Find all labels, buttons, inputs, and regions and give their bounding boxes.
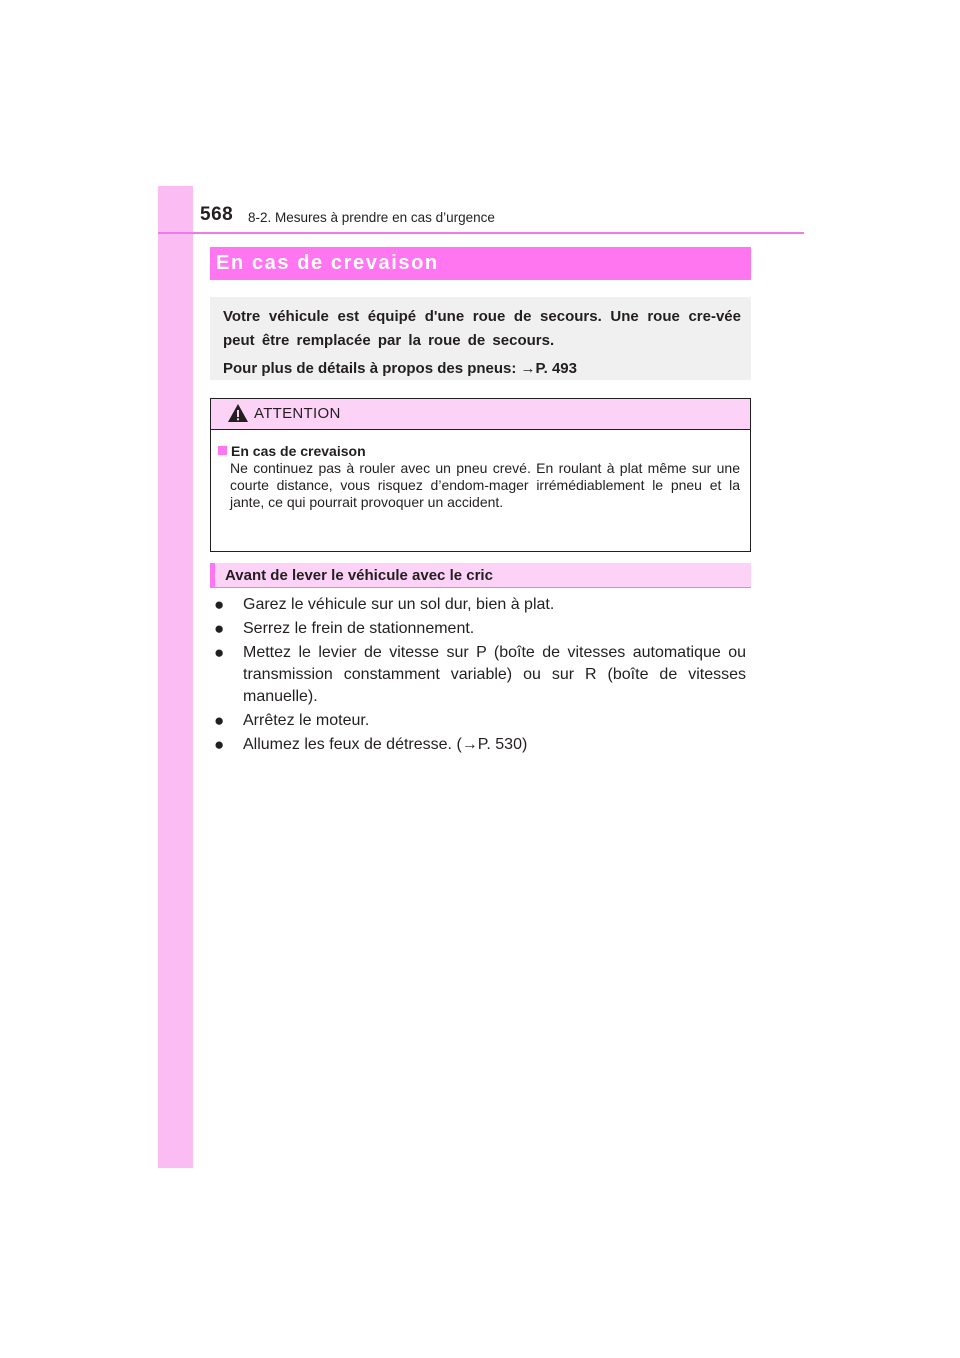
intro-paragraph: Votre véhicule est équipé d'une roue de secours. Une roue cre-vée peut être remplacée par la roue de secours.	[223, 308, 741, 349]
bullet-dot-icon: ●	[214, 711, 225, 730]
list-item	[214, 710, 746, 732]
list-item	[214, 642, 746, 708]
section-reference: 8-2. Mesures à prendre en cas d’urgence	[248, 210, 495, 225]
list-item-text: Allumez les feux de détresse. (→P. 530)	[243, 736, 528, 753]
bullet-list	[214, 594, 746, 758]
warning-subhead	[218, 442, 740, 460]
list-item	[214, 594, 746, 616]
bullet-dot-icon: ●	[214, 619, 225, 638]
subsection-title: Avant de lever le véhicule avec le cric	[225, 567, 493, 584]
subsection-bar	[210, 563, 751, 588]
warning-body	[211, 430, 750, 511]
warning-header	[211, 399, 750, 430]
warning-text: Ne continuez pas à rouler avec un pneu crevé. En roulant à plat même sur une courte distance, vous risquez d’endom-mager irrémédiablement le pneu et la jante, ce qui pourrait provoquer un accident.	[230, 460, 740, 510]
intro-box	[210, 297, 751, 380]
intro-reference: Pour plus de détails à propos des pneus: →P. 493	[223, 360, 577, 377]
list-item-text: Arrêtez le moteur.	[243, 712, 370, 729]
list-item	[214, 618, 746, 640]
bullet-dot-icon: ●	[214, 595, 225, 614]
side-thumb-tab	[158, 186, 193, 1168]
warning-label: ATTENTION	[254, 405, 341, 422]
title-bar	[210, 247, 751, 280]
warning-subhead-text: En cas de crevaison	[231, 443, 366, 459]
bullet-dot-icon: ●	[214, 643, 225, 662]
list-item	[214, 734, 746, 756]
header-rule	[158, 232, 804, 234]
warning-box	[210, 398, 751, 552]
list-item-text: Serrez le frein de stationnement.	[243, 620, 475, 637]
warning-triangle-icon	[227, 403, 249, 423]
page-title: En cas de crevaison	[216, 252, 439, 274]
square-bullet-icon	[218, 446, 227, 455]
bullet-dot-icon: ●	[214, 735, 225, 754]
page-number: 568	[200, 204, 234, 225]
list-item-text: Mettez le levier de vitesse sur P (boîte de vitesses automatique ou transmission constamment variable) ou sur R (boîte de vitesses manuelle).	[243, 644, 746, 705]
list-item-text: Garez le véhicule sur un sol dur, bien à plat.	[243, 596, 555, 613]
